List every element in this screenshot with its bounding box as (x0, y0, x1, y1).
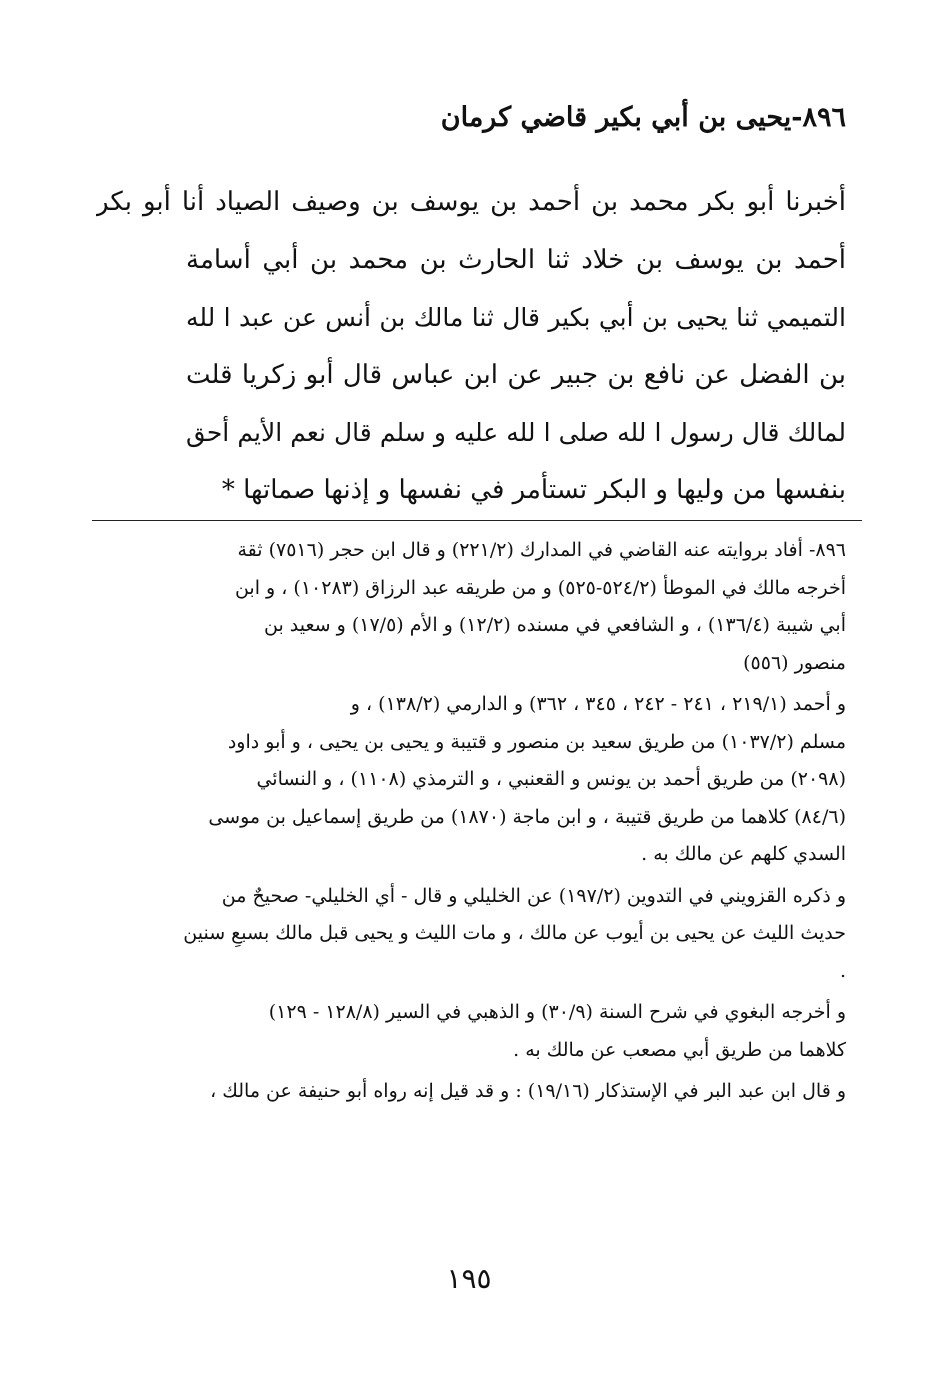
footnote-line: ٨٩٦- أفاد بروايته عنه القاضي في المدارك (٢٢١/٢) و قال ابن حجر (٧٥١٦) ثقة (237, 539, 846, 561)
hadith-line: بن الفضل عن نافع بن جبير عن ابن عباس قال أبو زكريا قلت (186, 359, 846, 390)
hadith-line: أحمد بن يوسف بن خلاد ثنا الحارث بن محمد بن أبي أسامة (186, 244, 846, 275)
footnote-line: حديث الليث عن يحيى بن أيوب عن مالك ، و مات الليث و يحيى قبل مالك بسبعِ سنين (183, 922, 846, 944)
hadith-line: التميمي ثنا يحيى بن أبي بكير قال ثنا مالك بن أنس عن عبد ا لله (186, 303, 846, 332)
hadith-line: بنفسها من وليها و البكر تستأمر في نفسها و إذنها صماتها * (221, 474, 846, 505)
footnote-paragraph (66, 1073, 846, 1111)
entry-heading: ٨٩٦-يحيى بن أبي بكير قاضي كرمان (440, 102, 846, 133)
footnote-line: أخرجه مالك في الموطأ (٥٢٤/٢-٥٢٥) و من طريقه عبد الرزاق (١٠٢٨٣) ، و ابن (234, 576, 846, 599)
footnote-divider (92, 520, 862, 521)
footnote-line: و ذكره القزويني في التدوين (١٩٧/٢) عن الخليلي و قال - أي الخليلي- صحيحٌ من (221, 884, 846, 907)
footnote-line: (٨٤/٦) كلاهما من طريق قتيبة ، و ابن ماجة (١٨٧٠) من طريق إسماعيل بن موسى (208, 805, 846, 828)
footnote-paragraph (66, 878, 846, 991)
footnote-paragraph (66, 686, 846, 874)
footnote-paragraph (66, 532, 846, 682)
page-number: ١٩٥ (446, 1262, 492, 1295)
footnote-line: و قال ابن عبد البر في الإستذكار (١٩/١٦) : و قد قيل إنه رواه أبو حنيفة عن مالك ، (210, 1080, 846, 1102)
footnotes (66, 528, 846, 1111)
hadith-line: أخبرنا أبو بكر محمد بن أحمد بن يوسف بن وصيف الصياد أنا أبو بكر (96, 187, 846, 217)
footnote-line: مسلم (١٠٣٧/٢) من طريق سعيد بن منصور و قتيبة و يحيى بن يحيى ، و أبو داود (227, 730, 846, 753)
footnote-line: كلاهما من طريق أبي مصعب عن مالك به . (513, 1038, 846, 1061)
footnote-line: منصور (٥٥٦) (743, 651, 846, 674)
footnote-paragraph (66, 994, 846, 1069)
footnote-line: أبي شيبة (١٣٦/٤) ، و الشافعي في مسنده (١٢/٢) و الأم (١٧/٥) و سعيد بن (264, 614, 846, 636)
footnote-line: و أحمد (٢١٩/١ ، ٢٤١ - ٢٤٢ ، ٣٤٥ ، ٣٦٢) و الدارمي (١٣٨/٢) ، و (350, 693, 846, 715)
hadith-text (96, 174, 846, 519)
footnote-line: و أخرجه البغوي في شرح السنة (٣٠/٩) و الذهبي في السير (١٢٨/٨ - ١٢٩) (268, 1001, 846, 1023)
footnote-line: . (839, 959, 846, 982)
footnote-line: السدي كلهم عن مالك به . (641, 843, 846, 865)
footnote-line: (٢٠٩٨) من طريق أحمد بن يونس و القعنبي ، و الترمذي (١١٠٨) ، و النسائي (256, 768, 846, 790)
hadith-line: لمالك قال رسول ا لله صلى ا لله عليه و سلم قال نعم الأيم أحق (186, 418, 846, 447)
